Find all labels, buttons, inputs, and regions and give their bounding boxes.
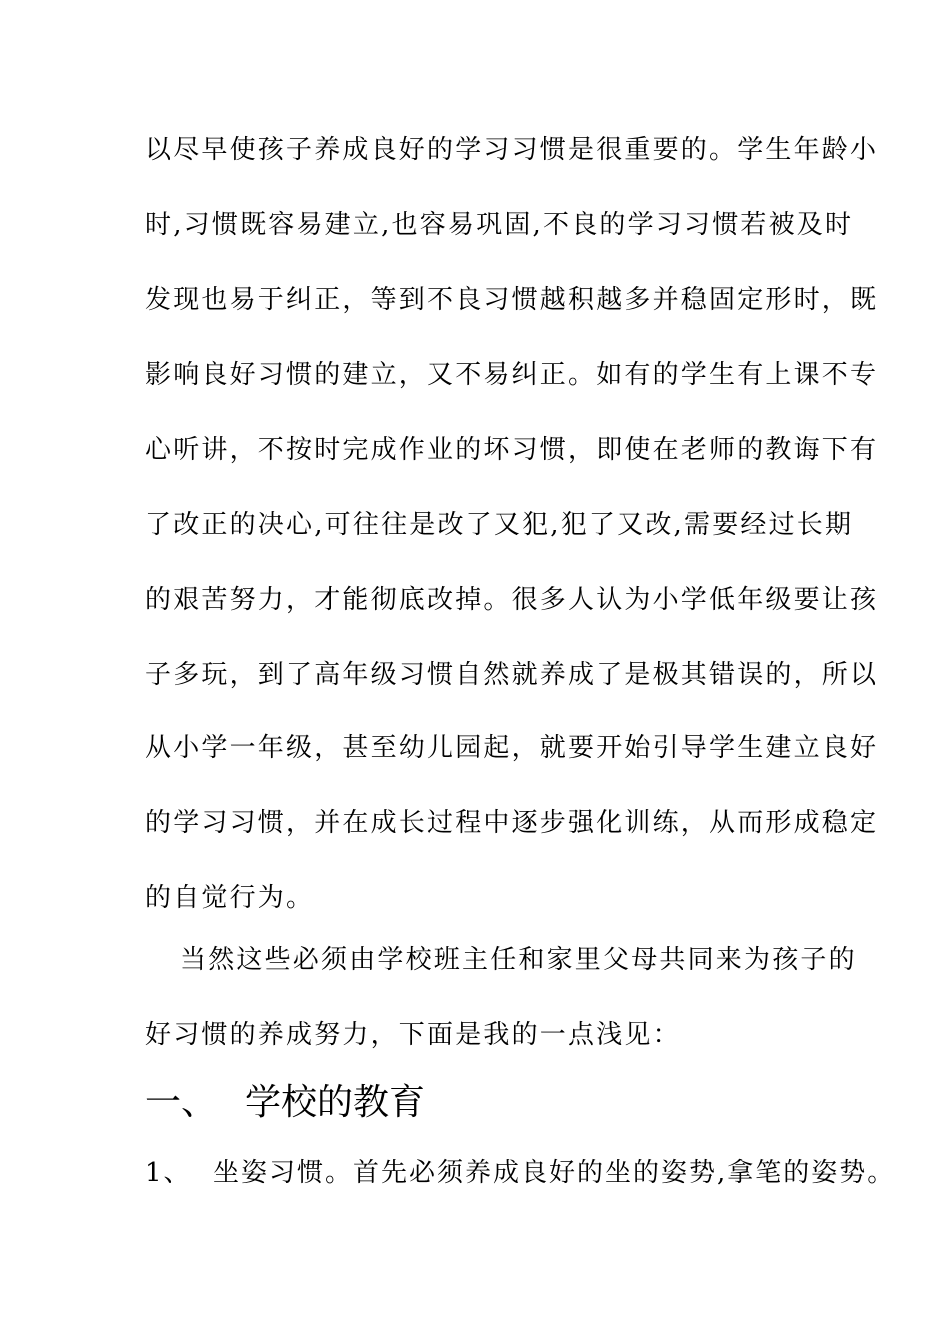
list-item	[145, 1153, 895, 1193]
body-text-line: 的自觉行为。	[145, 883, 315, 913]
section-heading	[145, 1078, 425, 1128]
section-number: 一、	[145, 1082, 218, 1123]
section-title: 学校的教育	[245, 1082, 426, 1123]
body-text-line: 好习惯的养成努力，下面是我的一点浅见：	[145, 1020, 681, 1050]
body-text-line: 子多玩，到了高年级习惯自然就养成了是极其错误的，所以	[145, 660, 879, 690]
body-text-line: 当然这些必须由学校班主任和家里父母共同来为孩子的	[180, 945, 857, 975]
body-text-line: 心听讲，不按时完成作业的坏习惯，即使在老师的教诲下有	[145, 435, 879, 465]
body-text-line: 的艰苦努力，才能彻底改掉。很多人认为小学低年级要让孩	[145, 585, 879, 615]
body-text-line: 影响良好习惯的建立，又不易纠正。如有的学生有上课不专	[145, 360, 879, 390]
body-text-line: 发现也易于纠正，等到不良习惯越积越多并稳固定形时，既	[145, 285, 879, 315]
body-text-line: 了改正的决心,可往往是改了又犯,犯了又改,需要经过长期	[145, 510, 854, 540]
body-text-line: 时,习惯既容易建立,也容易巩固,不良的学习习惯若被及时	[145, 210, 854, 240]
list-item-number: 1、	[145, 1158, 192, 1188]
body-text-line: 以尽早使孩子养成良好的学习习惯是很重要的。学生年龄小	[145, 135, 879, 165]
list-item-text: 坐姿习惯。首先必须养成良好的坐的姿势,拿笔的姿势。	[213, 1158, 896, 1188]
body-text-line: 的学习习惯，并在成长过程中逐步强化训练，从而形成稳定	[145, 808, 879, 838]
body-text-line: 从小学一年级，甚至幼儿园起，就要开始引导学生建立良好	[145, 733, 879, 763]
